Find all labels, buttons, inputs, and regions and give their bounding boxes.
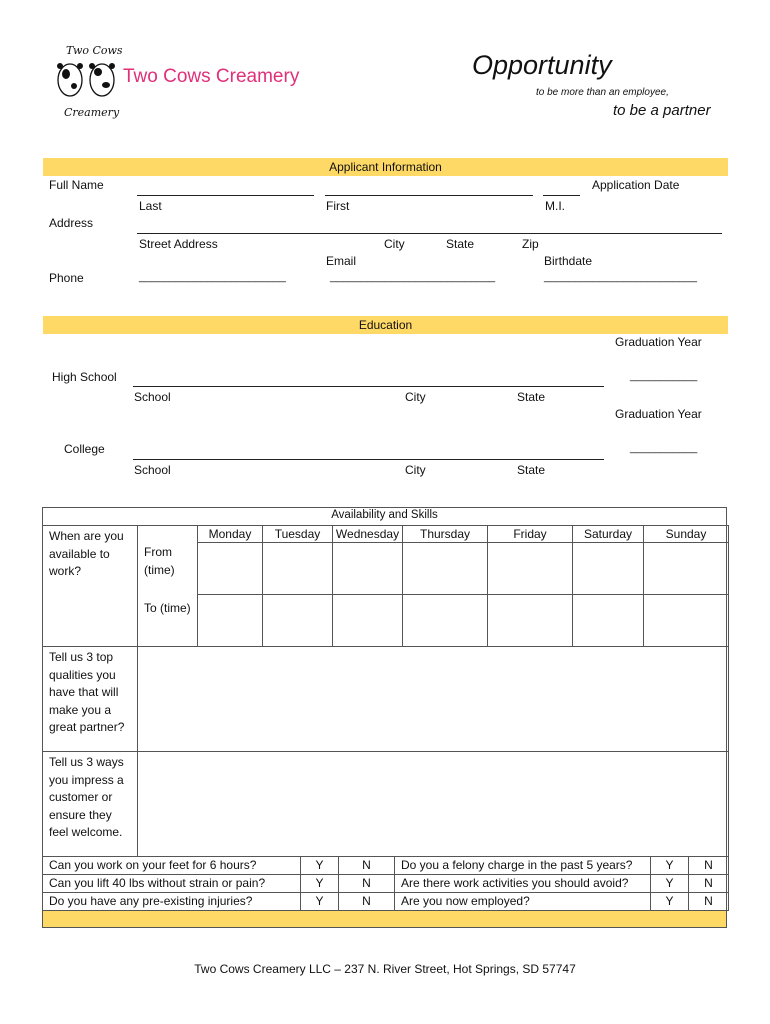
first-label: First <box>326 199 350 213</box>
application-date-label: Application Date <box>592 178 680 192</box>
address-field[interactable] <box>137 233 722 234</box>
city-label: City <box>384 237 405 251</box>
college-city-label: City <box>405 463 426 477</box>
mi-label: M.I. <box>545 199 565 213</box>
day-saturday: Saturday <box>573 526 644 543</box>
from-sunday-cell[interactable] <box>644 543 729 595</box>
to-tuesday-cell[interactable] <box>263 595 333 647</box>
phone-field[interactable]: ________________________ <box>139 271 286 283</box>
from-wednesday-cell[interactable] <box>333 543 403 595</box>
time-label-cell <box>138 526 198 647</box>
logo-top-text: Two Cows <box>66 44 123 57</box>
to-saturday-cell[interactable] <box>573 595 644 647</box>
no-option[interactable]: N <box>339 857 395 875</box>
yes-option[interactable]: Y <box>651 893 689 911</box>
applicant-section-header: Applicant Information <box>43 158 728 176</box>
graduation-year-label: Graduation Year <box>615 335 702 349</box>
college-field[interactable] <box>133 459 604 460</box>
state-label: State <box>446 237 475 251</box>
question-row <box>43 857 729 875</box>
high-school-field[interactable] <box>133 386 604 387</box>
email-field[interactable]: ___________________________ <box>330 271 496 283</box>
yes-option[interactable]: Y <box>301 893 339 911</box>
yes-option[interactable]: Y <box>301 857 339 875</box>
to-friday-cell[interactable] <box>488 595 573 647</box>
logo <box>52 44 122 122</box>
to-time-label: To (time) <box>144 601 191 615</box>
education-section-header: Education <box>43 316 728 334</box>
qualities-label: Tell us 3 top qualities you have that will make you a great partner? <box>49 650 125 734</box>
page-title: Opportunity <box>472 50 612 80</box>
college-year-field[interactable]: ___________ <box>630 442 698 454</box>
birthdate-field[interactable]: _________________________ <box>544 271 697 283</box>
from-thursday-cell[interactable] <box>403 543 488 595</box>
subtitle: to be more than an employee, <box>536 87 669 98</box>
qualities-field[interactable] <box>138 647 729 752</box>
company-name: Two Cows Creamery <box>123 66 300 87</box>
hs-state-label: State <box>517 390 546 404</box>
high-school-year-field[interactable]: ___________ <box>630 370 698 382</box>
mi-field[interactable] <box>543 195 580 196</box>
impress-label-cell <box>43 752 138 857</box>
impress-label: Tell us 3 ways you impress a customer or ensure they feel welcome. <box>49 755 124 839</box>
bottom-accent-bar <box>43 911 726 927</box>
when-available-label: When are you available to work? <box>49 529 124 578</box>
day-thursday: Thursday <box>403 526 488 543</box>
qualities-label-cell <box>43 647 138 752</box>
yes-option[interactable]: Y <box>651 875 689 893</box>
question-right-1: Do you a felony charge in the past 5 years? <box>395 857 651 875</box>
college-school-label: School <box>134 463 171 477</box>
cow-icon <box>52 58 122 108</box>
address-label: Address <box>49 216 94 230</box>
day-tuesday: Tuesday <box>263 526 333 543</box>
graduation-year-label-2: Graduation Year <box>615 407 702 421</box>
hs-city-label: City <box>405 390 426 404</box>
no-option[interactable]: N <box>689 857 729 875</box>
zip-label: Zip <box>522 237 539 251</box>
day-wednesday: Wednesday <box>333 526 403 543</box>
footer-address: Two Cows Creamery LLC – 237 N. River Street, Hot Springs, SD 57747 <box>194 962 576 976</box>
question-left-2: Can you lift 40 lbs without strain or pain? <box>43 875 301 893</box>
college-state-label: State <box>517 463 546 477</box>
from-tuesday-cell[interactable] <box>263 543 333 595</box>
when-available-cell <box>43 526 138 647</box>
no-option[interactable]: N <box>689 893 729 911</box>
hs-school-label: School <box>134 390 171 404</box>
day-friday: Friday <box>488 526 573 543</box>
college-label: College <box>64 442 105 456</box>
day-monday: Monday <box>198 526 263 543</box>
to-monday-cell[interactable] <box>198 595 263 647</box>
availability-grid <box>42 525 729 857</box>
impress-field[interactable] <box>138 752 729 857</box>
yes-option[interactable]: Y <box>651 857 689 875</box>
question-row <box>43 893 729 911</box>
street-address-label: Street Address <box>139 237 218 251</box>
question-left-3: Do you have any pre-existing injuries? <box>43 893 301 911</box>
phone-label: Phone <box>49 271 84 285</box>
day-sunday: Sunday <box>644 526 729 543</box>
full-name-label: Full Name <box>49 178 104 192</box>
to-wednesday-cell[interactable] <box>333 595 403 647</box>
no-option[interactable]: N <box>339 875 395 893</box>
first-name-field[interactable] <box>325 195 533 196</box>
tagline: to be a partner <box>613 102 711 119</box>
question-left-1: Can you work on your feet for 6 hours? <box>43 857 301 875</box>
email-label: Email <box>326 254 357 268</box>
from-saturday-cell[interactable] <box>573 543 644 595</box>
no-option[interactable]: N <box>339 893 395 911</box>
to-thursday-cell[interactable] <box>403 595 488 647</box>
high-school-label: High School <box>52 370 117 384</box>
logo-bottom-text: Creamery <box>64 106 120 119</box>
last-name-field[interactable] <box>137 195 314 196</box>
question-right-2: Are there work activities you should avoid? <box>395 875 651 893</box>
last-label: Last <box>139 199 162 213</box>
to-sunday-cell[interactable] <box>644 595 729 647</box>
from-friday-cell[interactable] <box>488 543 573 595</box>
questions-table <box>42 856 729 911</box>
no-option[interactable]: N <box>689 875 729 893</box>
from-time-label: From (time) <box>144 545 175 577</box>
availability-section-header: Availability and Skills <box>331 509 438 521</box>
question-row <box>43 875 729 893</box>
birthdate-label: Birthdate <box>544 254 593 268</box>
question-right-3: Are you now employed? <box>395 893 651 911</box>
yes-option[interactable]: Y <box>301 875 339 893</box>
from-monday-cell[interactable] <box>198 543 263 595</box>
